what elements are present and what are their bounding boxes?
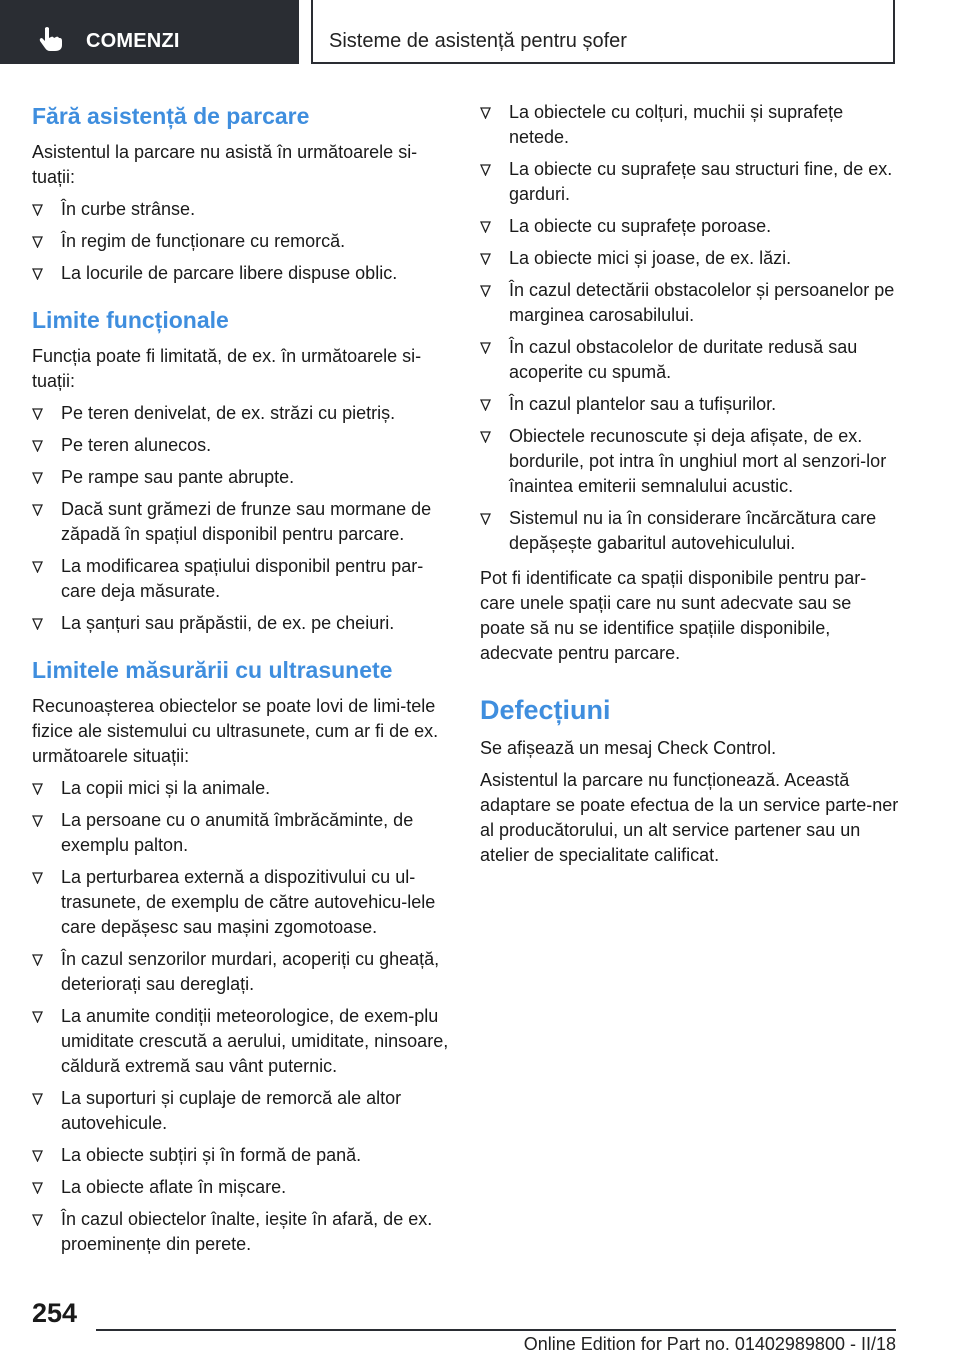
triangle-bullet-icon	[32, 236, 43, 248]
list-item: Pe teren alunecos.	[32, 433, 452, 458]
triangle-bullet-icon	[32, 472, 43, 484]
list-item: Sistemul nu ia în considerare încărcătura care depășește gabaritul autovehiculului.	[480, 506, 900, 556]
triangle-bullet-icon	[32, 618, 43, 630]
section-title-functional-limits: Limite funcționale	[32, 307, 229, 333]
list-item: La copii mici și la animale.	[32, 776, 452, 801]
triangle-bullet-icon	[480, 107, 491, 119]
bullet-list	[480, 100, 900, 556]
triangle-bullet-icon	[32, 440, 43, 452]
bullet-list	[32, 776, 452, 1257]
list-item: În cazul senzorilor murdari, acoperiți cu gheață, deteriorați sau dereglați.	[32, 947, 452, 997]
triangle-bullet-icon	[32, 872, 43, 884]
triangle-bullet-icon	[32, 1011, 43, 1023]
list-item: La obiecte cu suprafețe sau structuri fine, de ex. garduri.	[480, 157, 900, 207]
header-breadcrumb-box	[311, 0, 895, 64]
body-paragraph: Pot fi identificate ca spații disponibile pentru par-care unele spații care nu sunt adecvate sau se poate să nu se identifice spațiile disponibile, adecvate pentru parcare.	[480, 568, 867, 663]
hand-pointer-icon	[38, 26, 64, 52]
section-title-malfunctions: Defecțiuni	[480, 695, 611, 725]
triangle-bullet-icon	[480, 342, 491, 354]
list-item: La perturbarea externă a dispozitivului cu ul-trasunete, de exemplu de către autovehicu-lele care depășesc sau mașini zgomotoase.	[32, 865, 452, 940]
list-item: La obiecte cu suprafețe poroase.	[480, 214, 900, 239]
triangle-bullet-icon	[32, 815, 43, 827]
triangle-bullet-icon	[32, 268, 43, 280]
chapter-tab	[0, 0, 299, 64]
triangle-bullet-icon	[32, 204, 43, 216]
section-intro: Asistentul la parcare nu asistă în următoarele si-tuații:	[32, 142, 418, 187]
triangle-bullet-icon	[480, 285, 491, 297]
list-item: În cazul plantelor sau a tufișurilor.	[480, 392, 900, 417]
list-item: La suporturi și cuplaje de remorcă ale altor autovehicule.	[32, 1086, 452, 1136]
list-item: La locurile de parcare libere dispuse oblic.	[32, 261, 452, 286]
footer-divider	[96, 1329, 896, 1331]
list-item: La șanțuri sau prăpăstii, de ex. pe cheiuri.	[32, 611, 452, 636]
section-intro: Funcția poate fi limitată, de ex. în următoarele si-tuații:	[32, 346, 422, 391]
triangle-bullet-icon	[32, 561, 43, 573]
triangle-bullet-icon	[32, 408, 43, 420]
list-item: În curbe strânse.	[32, 197, 452, 222]
triangle-bullet-icon	[32, 783, 43, 795]
triangle-bullet-icon	[32, 1150, 43, 1162]
triangle-bullet-icon	[480, 253, 491, 265]
body-paragraph: Asistentul la parcare nu funcționează. Această adaptare se poate efectua de la un service parte-ner al producătorului, un alt service partener sau un atelier de specialitate calificat.	[480, 770, 899, 865]
triangle-bullet-icon	[480, 221, 491, 233]
triangle-bullet-icon	[32, 1093, 43, 1105]
triangle-bullet-icon	[32, 954, 43, 966]
left-column	[32, 100, 452, 1275]
triangle-bullet-icon	[480, 164, 491, 176]
triangle-bullet-icon	[32, 1214, 43, 1226]
list-item: Obiectele recunoscute și deja afișate, de ex. bordurile, pot intra în unghiul mort al senzori-lor înaintea emiterii semnalului acustic.	[480, 424, 900, 499]
list-item: Pe rampe sau pante abrupte.	[32, 465, 452, 490]
list-item: Pe teren denivelat, de ex. străzi cu pietriș.	[32, 401, 452, 426]
section-title-ultrasound-limits: Limitele măsurării cu ultrasunete	[32, 657, 393, 683]
triangle-bullet-icon	[32, 1182, 43, 1194]
triangle-bullet-icon	[32, 504, 43, 516]
list-item: La obiecte mici și joase, de ex. lăzi.	[480, 246, 900, 271]
bullet-list	[32, 197, 452, 286]
edition-note: Online Edition for Part no. 01402989800 - II/18	[523, 1334, 896, 1354]
right-column	[480, 100, 900, 875]
list-item: La obiectele cu colțuri, muchii și suprafețe netede.	[480, 100, 900, 150]
body-paragraph: Se afișează un mesaj Check Control.	[480, 738, 777, 758]
bullet-list	[32, 401, 452, 636]
list-item: În cazul detectării obstacolelor și persoanelor pe marginea carosabilului.	[480, 278, 900, 328]
page-number: 254	[32, 1298, 78, 1328]
triangle-bullet-icon	[480, 399, 491, 411]
triangle-bullet-icon	[480, 513, 491, 525]
list-item: Dacă sunt grămezi de frunze sau mormane de zăpadă în spațiul disponibil pentru parcare.	[32, 497, 452, 547]
list-item: În cazul obstacolelor de duritate redusă sau acoperite cu spumă.	[480, 335, 900, 385]
list-item: La modificarea spațiului disponibil pentru par-care deja măsurate.	[32, 554, 452, 604]
breadcrumb: Sisteme de asistență pentru șofer	[329, 30, 627, 52]
list-item: La obiecte subțiri și în formă de pană.	[32, 1143, 452, 1168]
chapter-label: COMENZI	[86, 30, 180, 52]
list-item: La persoane cu o anumită îmbrăcăminte, de exemplu palton.	[32, 808, 452, 858]
list-item: La anumite condiții meteorologice, de exem-plu umiditate crescută a aerului, umiditate, ninsoare, căldură extremă sau vânt puternic.	[32, 1004, 452, 1079]
section-title-no-park-assist: Fără asistență de parcare	[32, 103, 310, 129]
triangle-bullet-icon	[480, 431, 491, 443]
list-item: În regim de funcționare cu remorcă.	[32, 229, 452, 254]
list-item: La obiecte aflate în mișcare.	[32, 1175, 452, 1200]
section-intro: Recunoașterea obiectelor se poate lovi de limi-tele fizice ale sistemului cu ultrasunete, cum ar fi de ex. următoarele situații:	[32, 696, 439, 766]
list-item: În cazul obiectelor înalte, ieșite în afară, de ex. proeminențe din perete.	[32, 1207, 452, 1257]
